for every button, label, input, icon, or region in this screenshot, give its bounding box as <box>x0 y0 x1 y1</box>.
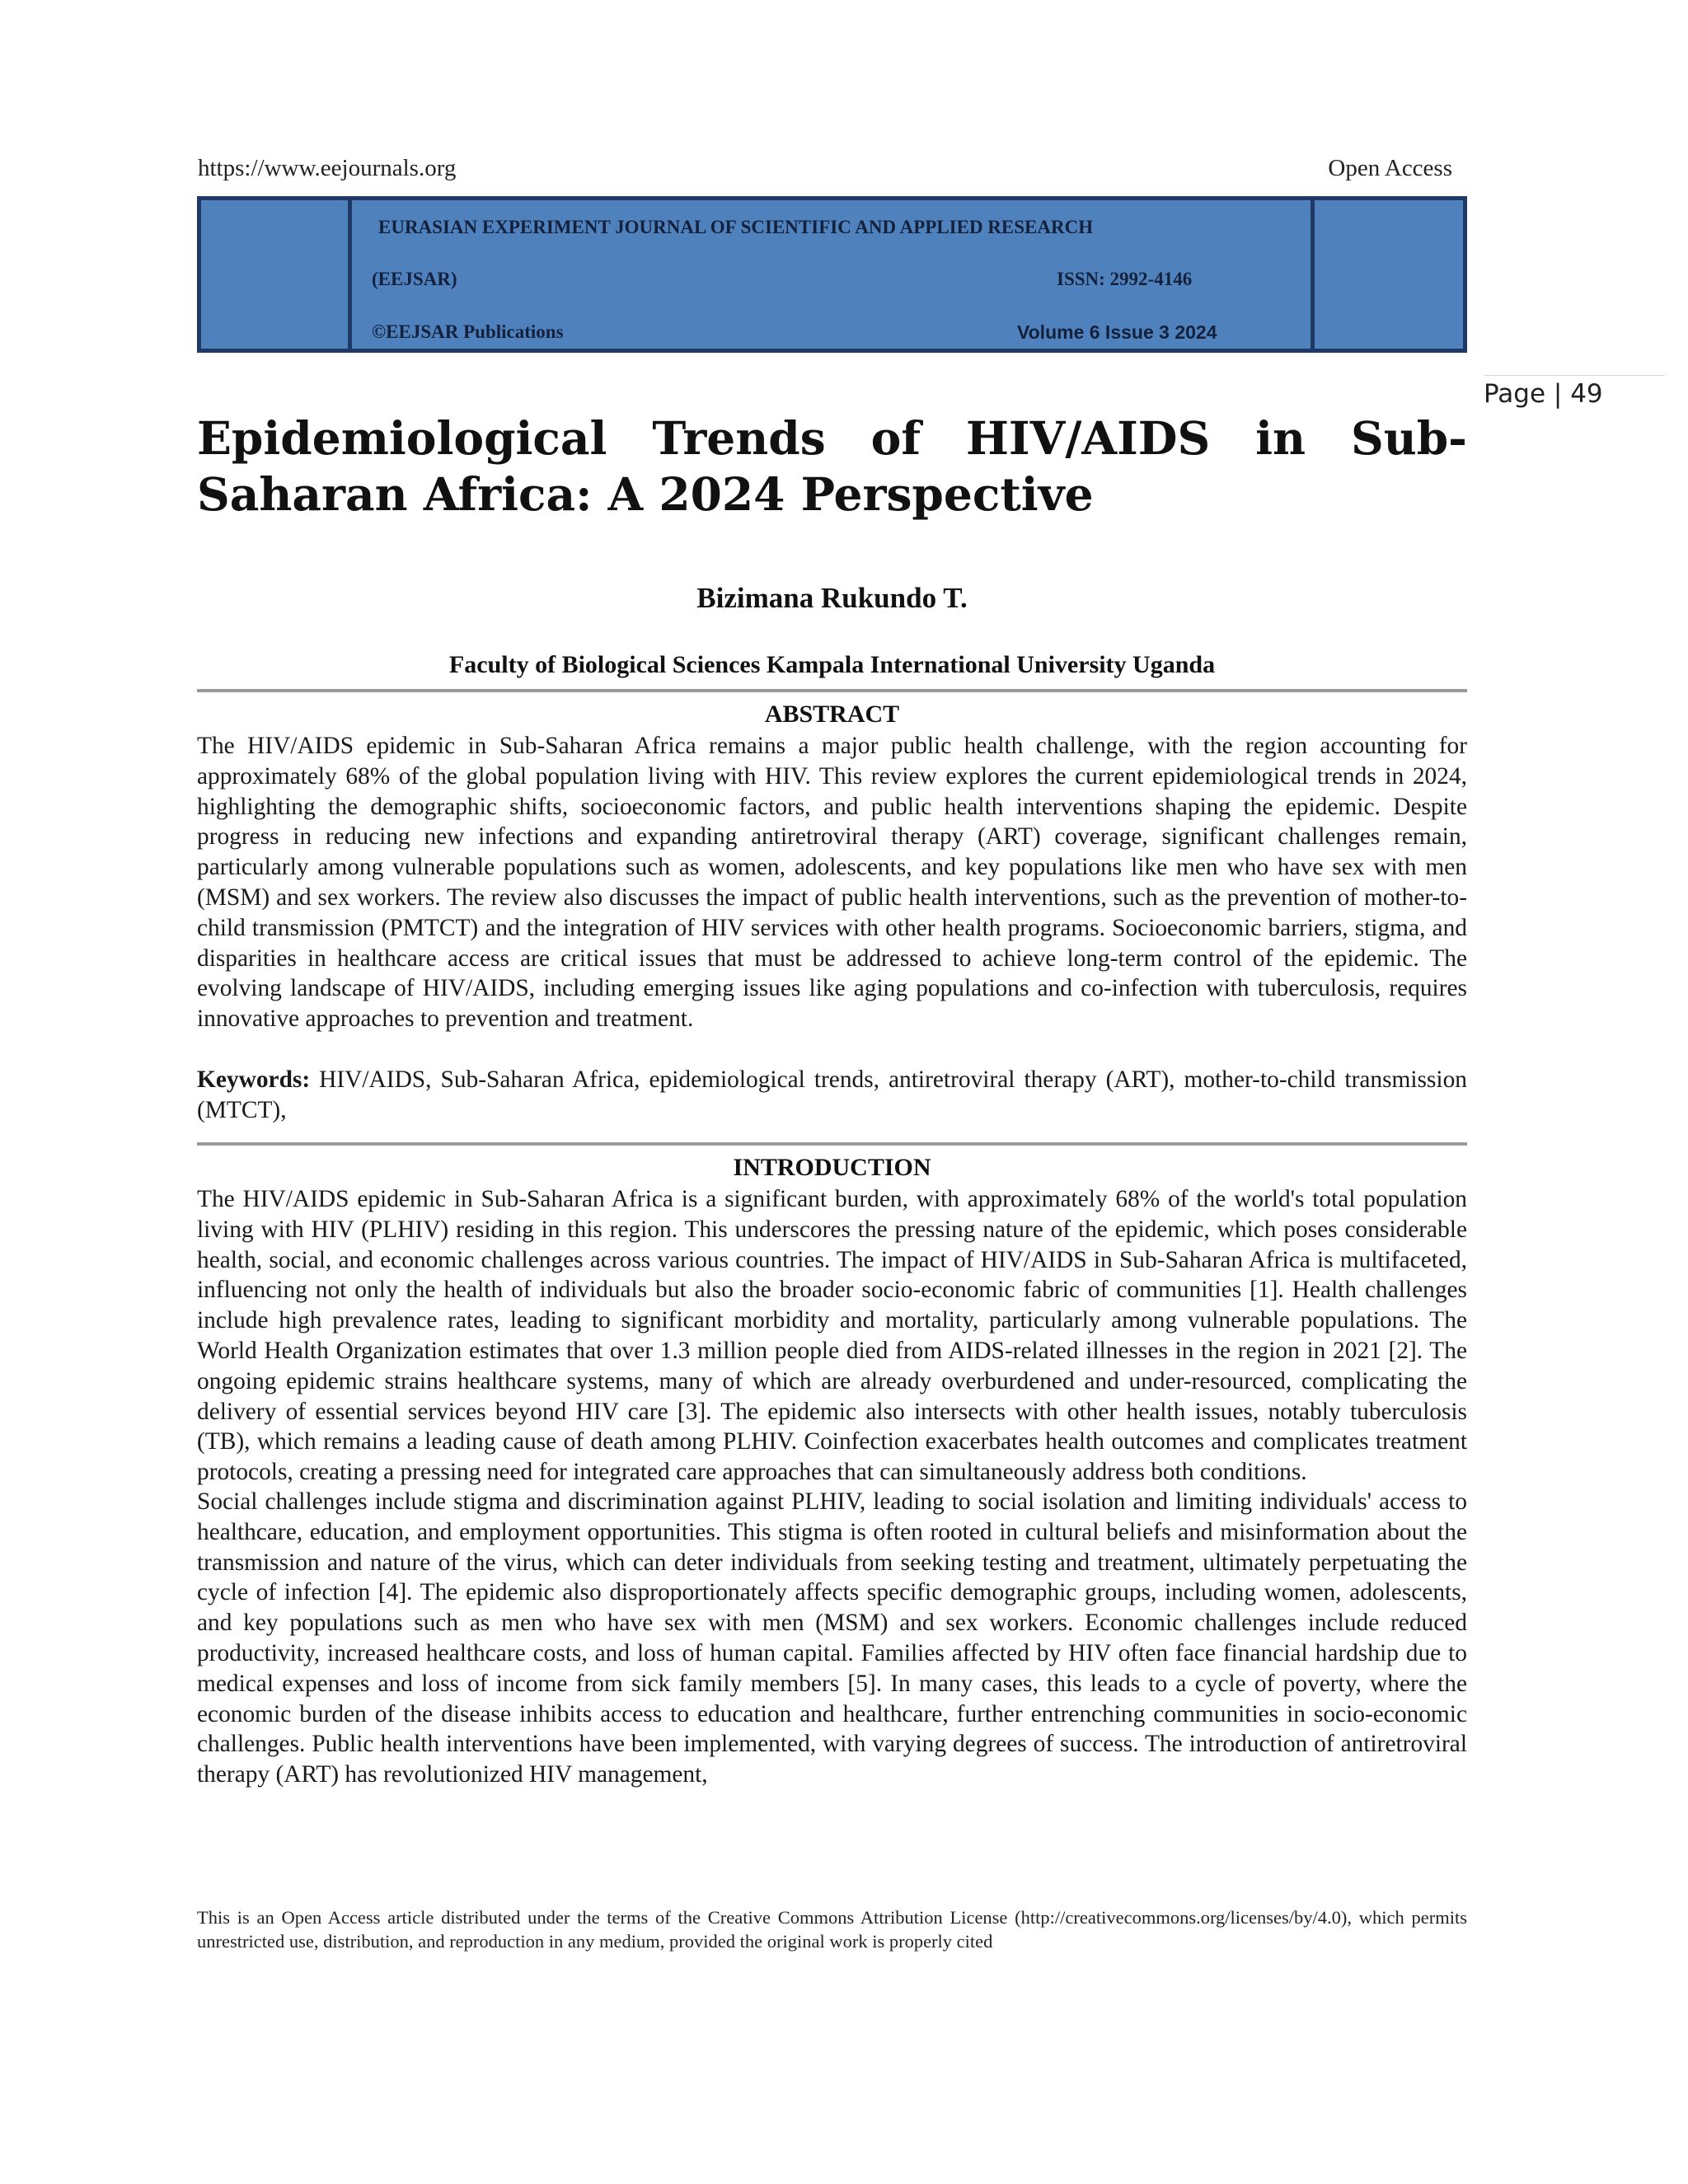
banner-left-cell <box>201 200 352 349</box>
keywords-list: HIV/AIDS, Sub-Saharan Africa, epidemiological trends, antiretroviral therapy (ART), mother-to-child transmission (MTCT), <box>197 1066 1467 1123</box>
keywords-label: Keywords: <box>197 1066 311 1093</box>
abstract-heading: ABSTRACT <box>764 701 900 728</box>
keywords-line <box>197 1065 1467 1126</box>
journal-name: EURASIAN EXPERIMENT JOURNAL OF SCIENTIFIC AND APPLIED RESEARCH <box>378 217 1094 237</box>
open-access-label: Open Access <box>1328 155 1452 181</box>
journal-banner <box>197 196 1467 353</box>
introduction-paragraph-1: The HIV/AIDS epidemic in Sub-Saharan Africa is a significant burden, with approximately 68% of the world's total population living with HIV (PLHIV) residing in this region. This underscores the pressing nature of the epidemic, which poses considerable health, social, and economic challenges across various countries. The impact of HIV/AIDS in Sub-Saharan Africa is multifaceted, influencing not only the health of individuals but also the broader socio-economic fabric of communities [1]. Health challenges include high prevalence rates, leading to significant morbidity and mortality, particularly among vulnerable populations. The World Health Organization estimates that over 1.3 million people died from AIDS-related illnesses in the region in 2021 [2]. The ongoing epidemic strains healthcare systems, many of which are already overburdened and under-resourced, complicating the delivery of essential services beyond HIV care [3]. The epidemic also intersects with other health issues, notably tuberculosis (TB), which remains a leading cause of death among PLHIV. Coinfection exacerbates health outcomes and complicates treatment protocols, creating a pressing need for integrated care approaches that can simultaneously address both conditions. <box>197 1186 1467 1486</box>
volume-issue: Volume 6 Issue 3 2024 <box>1017 321 1217 343</box>
running-header <box>198 155 1467 191</box>
banner-right-cell <box>1311 200 1463 349</box>
journal-issn: ISSN: 2992-4146 <box>1057 269 1193 289</box>
introduction-heading: INTRODUCTION <box>733 1154 931 1181</box>
page-number: Page | 49 <box>1484 375 1665 409</box>
publisher: ©EEJSAR Publications <box>372 321 564 342</box>
divider-rule <box>197 689 1467 692</box>
author-name: Bizimana Rukundo T. <box>696 582 968 614</box>
article-title: Epidemiological Trends of HIV/AIDS in Sub-Saharan Africa: A 2024 Perspective <box>197 411 1467 521</box>
abstract-text: The HIV/AIDS epidemic in Sub-Saharan Africa remains a major public health challenge, with the region accounting for approximately 68% of the global population living with HIV. This review explores the current epidemiological trends in 2024, highlighting the demographic shifts, socioeconomic factors, and public health interventions shaping the epidemic. Despite progress in reducing new infections and expanding antiretroviral therapy (ART) coverage, significant challenges remain, particularly among vulnerable populations such as women, adolescents, and key populations like men who have sex with men (MSM) and sex workers. The review also discusses the impact of public health interventions, such as the prevention of mother-to-child transmission (PMTCT) and the integration of HIV services with other health programs. Socioeconomic barriers, stigma, and disparities in healthcare access are critical issues that must be addressed to achieve long-term control of the epidemic. The evolving landscape of HIV/AIDS, including emerging issues like aging populations and co-infection with tuberculosis, requires innovative approaches to prevention and treatment. <box>197 733 1467 1033</box>
divider-rule <box>197 1142 1467 1146</box>
author-affiliation: Faculty of Biological Sciences Kampala International University Uganda <box>448 651 1216 678</box>
license-notice: This is an Open Access article distributed under the terms of the Creative Commons Attribution License (http://creativecommons.org/licenses/by/4.0), which permits unrestricted use, distribution, and reproduction in any medium, provided the original work is properly cited <box>197 1907 1467 1952</box>
journal-abbrev: (EEJSAR) <box>372 269 457 289</box>
journal-url[interactable]: https://www.eejournals.org <box>198 155 457 181</box>
introduction-paragraph-2: Social challenges include stigma and discrimination against PLHIV, leading to social isolation and limiting individuals' access to healthcare, education, and employment opportunities. This stigma is often rooted in cultural beliefs and misinformation about the transmission and nature of the virus, which can deter individuals from seeking testing and treatment, ultimately perpetuating the cycle of infection [4]. The epidemic also disproportionately affects specific demographic groups, including women, adolescents, and key populations such as men who have sex with men (MSM) and sex workers. Economic challenges include reduced productivity, increased healthcare costs, and loss of human capital. Families affected by HIV often face financial hardship due to medical expenses and loss of income from sick family members [5]. In many cases, this leads to a cycle of poverty, where the economic burden of the disease inhibits access to education and healthcare, further entrenching communities in socio-economic challenges. Public health interventions have been implemented, with varying degrees of success. The introduction of antiretroviral therapy (ART) has revolutionized HIV management, <box>197 1488 1467 1788</box>
